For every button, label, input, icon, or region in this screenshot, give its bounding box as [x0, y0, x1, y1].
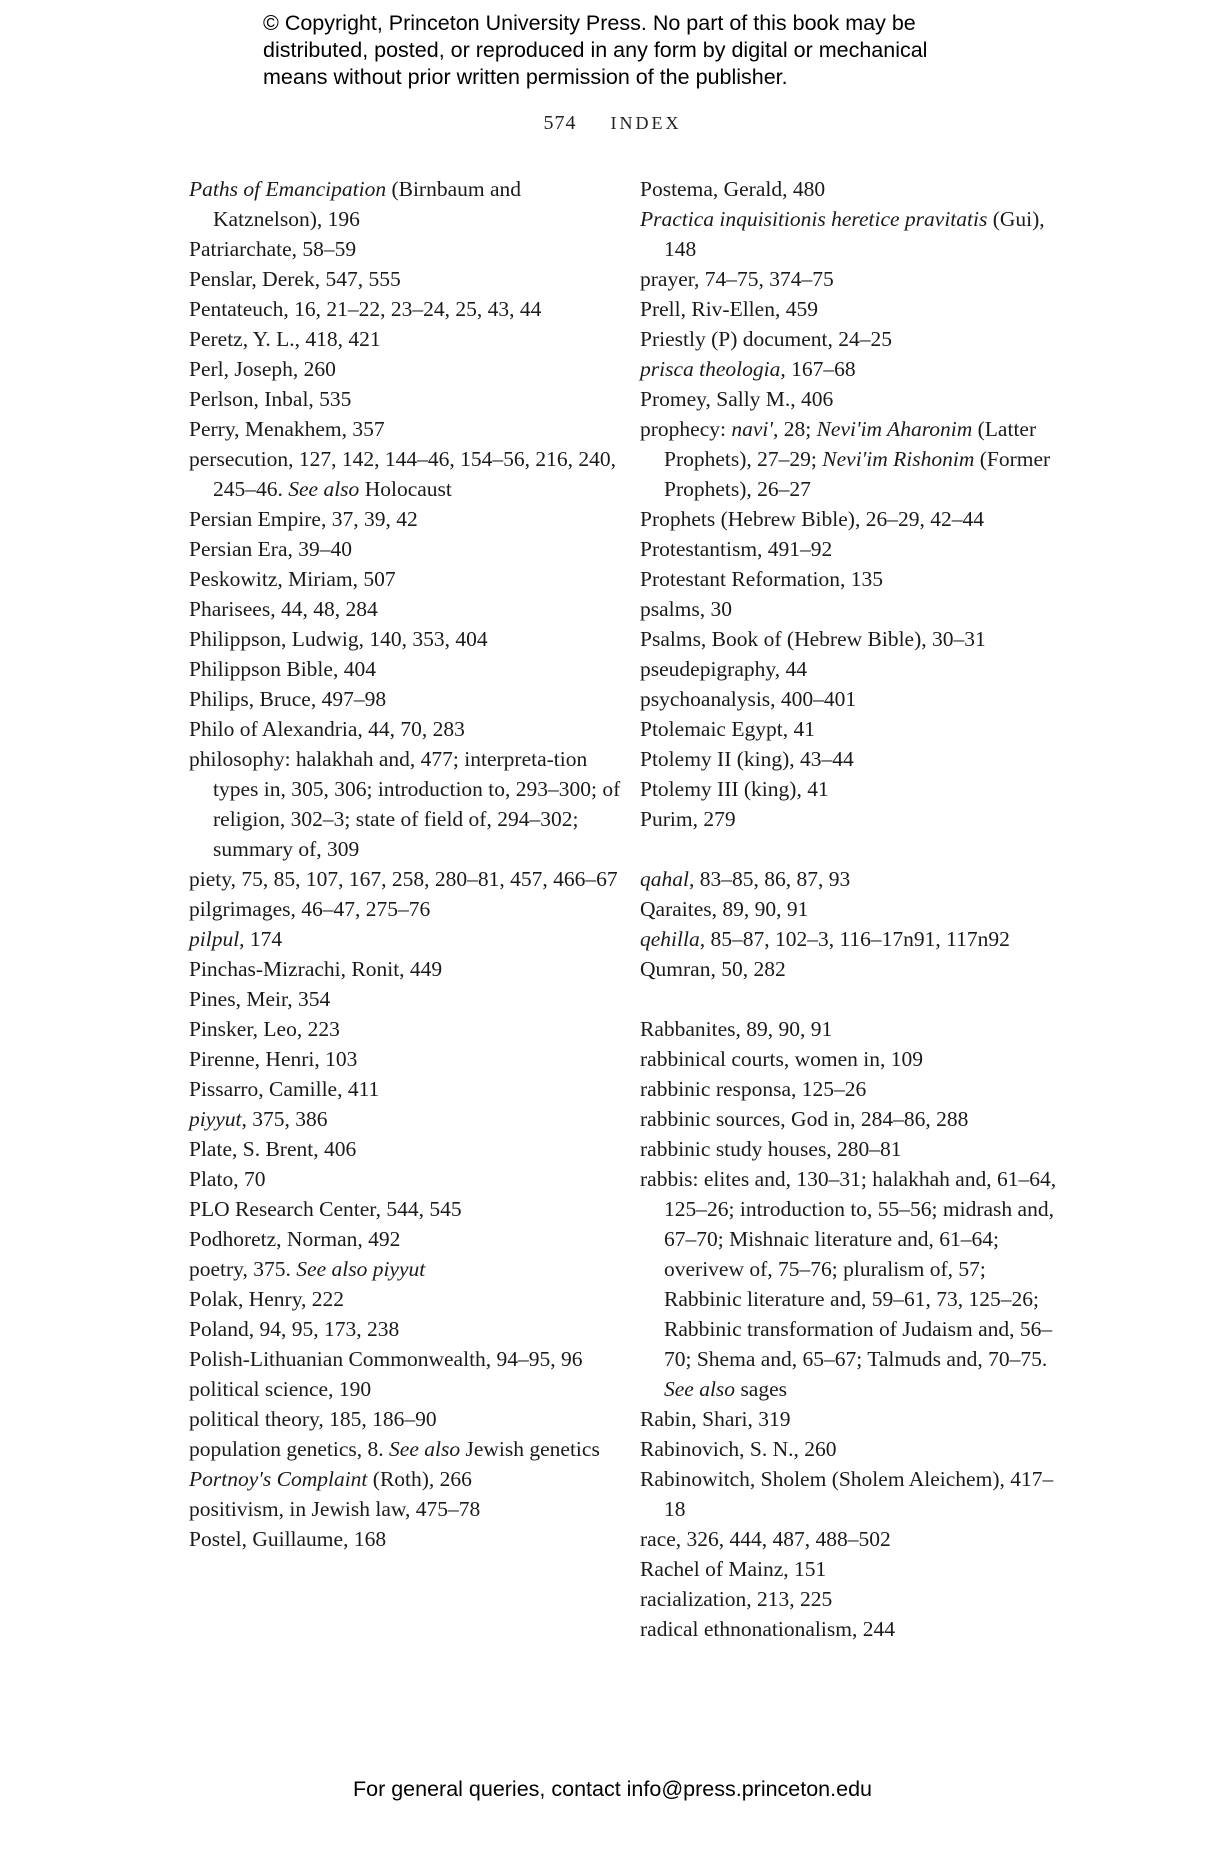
index-entry-text: rabbinical courts, women in, 109	[640, 1047, 924, 1071]
index-entry	[189, 1164, 629, 1194]
index-entry	[189, 234, 629, 264]
copyright-line: distributed, posted, or reproduced in any form by digital or mechanical	[263, 38, 928, 62]
index-entry	[189, 354, 629, 384]
letter-group-gap	[640, 834, 1060, 864]
index-entry-text: 375, 386	[246, 1107, 328, 1131]
index-entry	[640, 624, 1060, 654]
index-entry	[640, 1044, 1060, 1074]
index-entry-text: Prophets (Hebrew Bible), 26–29, 42–44	[640, 507, 984, 531]
index-entry-text: Pinsker, Leo, 223	[189, 1017, 340, 1041]
index-entry-text: Rachel of Mainz, 151	[640, 1557, 827, 1581]
index-entry	[189, 1434, 629, 1464]
index-entry	[189, 654, 629, 684]
index-entry-text: Rabin, Shari, 319	[640, 1407, 791, 1431]
index-entry-text: psychoanalysis, 400–401	[640, 687, 857, 711]
index-entry-text: Practica inquisitionis heretice pravitatis	[640, 207, 988, 231]
index-entry-text: sages	[735, 1377, 788, 1401]
index-entry-text: Plate, S. Brent, 406	[189, 1137, 357, 1161]
index-entry	[189, 174, 629, 234]
index-entry-text: prisca theologia,	[640, 357, 786, 381]
index-entry	[640, 384, 1060, 414]
index-entry	[640, 924, 1060, 954]
index-entry	[189, 714, 629, 744]
index-entry-text: Rabinowitch, Sholem (Sholem Aleichem), 417–18	[640, 1467, 1054, 1521]
page-number: 574	[543, 112, 577, 134]
index-entry-text: Ptolemy III (king), 41	[640, 777, 829, 801]
index-entry-text: Persian Empire, 37, 39, 42	[189, 507, 418, 531]
index-entry-text: See also piyyut	[296, 1257, 426, 1281]
index-entry-text: poetry, 375.	[189, 1257, 297, 1281]
index-entry-text: (Roth), 266	[367, 1467, 472, 1491]
index-entry	[189, 1374, 629, 1404]
index-entry-text: Perry, Menakhem, 357	[189, 417, 385, 441]
index-entry-text: Podhoretz, Norman, 492	[189, 1227, 401, 1251]
index-column-left	[189, 174, 629, 1554]
index-entry	[640, 414, 1060, 504]
index-entry-text: race, 326, 444, 487, 488–502	[640, 1527, 891, 1551]
index-entry	[189, 684, 629, 714]
index-entry-text: pilpul,	[189, 927, 245, 951]
index-entry	[640, 264, 1060, 294]
index-entry-text: pilgrimages, 46–47, 275–76	[189, 897, 431, 921]
copyright-line: © Copyright, Princeton University Press. No part of this book may be	[263, 11, 916, 35]
index-entry	[640, 1464, 1060, 1524]
index-entry-text: radical ethnonationalism, 244	[640, 1617, 895, 1641]
index-entry-text: Ptolemaic Egypt, 41	[640, 717, 815, 741]
index-entry	[640, 744, 1060, 774]
index-entry	[640, 504, 1060, 534]
index-entry-text: Nevi'im Aharonim	[816, 417, 973, 441]
index-entry-text: qahal,	[640, 867, 695, 891]
index-entry-text: political science, 190	[189, 1377, 372, 1401]
index-entry-text: Peskowitz, Miriam, 507	[189, 567, 396, 591]
index-entry	[189, 894, 629, 924]
index-entry-text: persecution, 127, 142, 144–46, 154–56, 216, 240, 245–46.	[189, 447, 616, 501]
index-entry-text: Holocaust	[359, 477, 452, 501]
index-entry	[189, 1284, 629, 1314]
index-entry-text: Postel, Guillaume, 168	[189, 1527, 387, 1551]
index-entry-text: Paths of Emancipation	[189, 177, 387, 201]
index-entry-text: navi',	[731, 417, 779, 441]
index-entry-text: Qumran, 50, 282	[640, 957, 786, 981]
index-entry	[640, 1104, 1060, 1134]
index-entry-text: racialization, 213, 225	[640, 1587, 833, 1611]
index-entry-text: Rabbanites, 89, 90, 91	[640, 1017, 833, 1041]
index-entry-text: Qaraites, 89, 90, 91	[640, 897, 809, 921]
index-entry-text: Protestantism, 491–92	[640, 537, 833, 561]
index-entry-text: Pinchas-Mizrachi, Ronit, 449	[189, 957, 443, 981]
index-entry-text: Pissarro, Camille, 411	[189, 1077, 380, 1101]
footer-contact: For general queries, contact info@press.princeton.edu	[352, 1777, 872, 1801]
index-entry-text: Pines, Meir, 354	[189, 987, 331, 1011]
index-entry	[640, 204, 1060, 264]
index-entry-text: See also	[664, 1377, 736, 1401]
index-entry-text: Penslar, Derek, 547, 555	[189, 267, 401, 291]
index-entry-text: Psalms, Book of (Hebrew Bible), 30–31	[640, 627, 986, 651]
index-entry	[640, 684, 1060, 714]
index-entry	[640, 714, 1060, 744]
index-entry-text: Poland, 94, 95, 173, 238	[189, 1317, 400, 1341]
index-entry	[189, 984, 629, 1014]
index-entry-text: (Gui), 148	[664, 207, 1045, 261]
index-entry-text: Nevi'im Rishonim	[822, 447, 975, 471]
index-entry-text: population genetics, 8.	[189, 1437, 390, 1461]
index-entry	[640, 1524, 1060, 1554]
index-entry-text: Protestant Reformation, 135	[640, 567, 884, 591]
index-entry-text: 174	[244, 927, 283, 951]
index-entry	[640, 294, 1060, 324]
index-entry-text: Polak, Henry, 222	[189, 1287, 345, 1311]
index-entry-text: Pharisees, 44, 48, 284	[189, 597, 378, 621]
index-entry-text: Perlson, Inbal, 535	[189, 387, 352, 411]
index-entry-text: Philippson Bible, 404	[189, 657, 376, 681]
index-entry-text: (Latter Prophets), 27–29;	[664, 417, 1037, 471]
index-entry	[189, 564, 629, 594]
index-entry	[189, 1464, 629, 1494]
index-entry	[189, 444, 629, 504]
index-entry	[189, 1314, 629, 1344]
index-entry-text: Ptolemy II (king), 43–44	[640, 747, 854, 771]
index-entry-text: Philippson, Ludwig, 140, 353, 404	[189, 627, 488, 651]
copyright-line: means without prior written permission of the publisher.	[263, 65, 788, 89]
index-entry	[640, 894, 1060, 924]
index-entry-text: Persian Era, 39–40	[189, 537, 353, 561]
index-entry-text: philosophy: halakhah and, 477; interpreta-tion types in, 305, 306; introduction to, 293–300; of religion, 302–3; state of field of, 294–302; summary of, 309	[189, 747, 621, 861]
index-column-right	[640, 174, 1060, 1644]
index-entry-text: Peretz, Y. L., 418, 421	[189, 327, 381, 351]
running-head-title: INDEX	[610, 113, 682, 133]
index-entry	[189, 1494, 629, 1524]
index-entry	[189, 864, 629, 894]
index-entry-text: positivism, in Jewish law, 475–78	[189, 1497, 481, 1521]
index-entry	[640, 1554, 1060, 1584]
index-entry-text: Pirenne, Henri, 103	[189, 1047, 358, 1071]
index-entry-text: Polish-Lithuanian Commonwealth, 94–95, 96	[189, 1347, 583, 1371]
index-entry-text: prophecy:	[640, 417, 732, 441]
index-entry-text: (Birnbaum and Katznelson), 196	[213, 177, 522, 231]
index-entry	[189, 324, 629, 354]
index-entry	[189, 954, 629, 984]
index-entry	[640, 564, 1060, 594]
index-entry-text: Philips, Bruce, 497–98	[189, 687, 387, 711]
index-entry	[189, 624, 629, 654]
index-entry	[189, 1344, 629, 1374]
index-entry	[640, 774, 1060, 804]
index-entry-text: piyyut,	[189, 1107, 247, 1131]
index-entry-text: Purim, 279	[640, 807, 736, 831]
index-entry-text: rabbinic responsa, 125–26	[640, 1077, 867, 1101]
index-entry	[189, 1014, 629, 1044]
index-entry-text: piety, 75, 85, 107, 167, 258, 280–81, 457, 466–67	[189, 867, 618, 891]
index-entry-text: Perl, Joseph, 260	[189, 357, 336, 381]
index-entry	[189, 264, 629, 294]
index-entry-text: pseudepigraphy, 44	[640, 657, 807, 681]
index-entry-text: rabbinic sources, God in, 284–86, 288	[640, 1107, 969, 1131]
running-head	[0, 112, 1225, 135]
index-entry	[189, 1104, 629, 1134]
index-entry-text: Postema, Gerald, 480	[640, 177, 826, 201]
index-entry	[189, 924, 629, 954]
index-entry	[189, 504, 629, 534]
index-entry-text: Promey, Sally M., 406	[640, 387, 834, 411]
index-entry-text: Plato, 70	[189, 1167, 266, 1191]
index-entry-text: political theory, 185, 186–90	[189, 1407, 437, 1431]
index-entry	[640, 594, 1060, 624]
index-entry	[640, 324, 1060, 354]
index-entry-text: PLO Research Center, 544, 545	[189, 1197, 462, 1221]
index-entry	[640, 1614, 1060, 1644]
index-entry	[640, 1074, 1060, 1104]
index-entry	[189, 1134, 629, 1164]
index-entry-text: prayer, 74–75, 374–75	[640, 267, 834, 291]
index-entry-text: Portnoy's Complaint	[189, 1467, 368, 1491]
index-entry	[189, 1254, 629, 1284]
index-entry	[189, 1524, 629, 1554]
index-entry	[189, 384, 629, 414]
index-entry-text: 28;	[778, 417, 817, 441]
index-entry-text: Jewish genetics	[460, 1437, 600, 1461]
index-entry	[189, 1074, 629, 1104]
index-entry-text: psalms, 30	[640, 597, 732, 621]
index-entry	[189, 1194, 629, 1224]
index-entry-text: Philo of Alexandria, 44, 70, 283	[189, 717, 465, 741]
index-entry-text: rabbis: elites and, 130–31; halakhah and, 61–64, 125–26; introduction to, 55–56; midrash and, 67–70; Mishnaic literature and, 61–64; overivew of, 75–76; pluralism of, 57; Rabbinic literature and, 59–61, 73, 125–26; Rabbinic transformation of Judaism and, 56–70; Shema and, 65–67; Talmuds and, 70–75.	[640, 1167, 1057, 1371]
index-entry	[640, 654, 1060, 684]
index-entry	[640, 1584, 1060, 1614]
index-entry	[640, 354, 1060, 384]
index-entry-text: Prell, Riv-Ellen, 459	[640, 297, 818, 321]
index-entry-text: rabbinic study houses, 280–81	[640, 1137, 902, 1161]
index-entry	[640, 864, 1060, 894]
copyright-notice	[263, 10, 1023, 91]
index-entry-text: (Former Prophets), 26–27	[664, 447, 1051, 501]
index-entry-text: 83–85, 86, 87, 93	[694, 867, 851, 891]
index-entry-text: 167–68	[785, 357, 856, 381]
index-entry-text: Priestly (P) document, 24–25	[640, 327, 893, 351]
index-entry	[189, 1404, 629, 1434]
index-entry	[189, 1044, 629, 1074]
index-entry	[189, 534, 629, 564]
index-entry	[640, 1134, 1060, 1164]
index-entry	[640, 954, 1060, 984]
index-entry-text: 85–87, 102–3, 116–17n91, 117n92	[705, 927, 1010, 951]
index-entry	[189, 594, 629, 624]
index-entry	[640, 1014, 1060, 1044]
letter-group-gap	[640, 984, 1060, 1014]
index-entry-text: See also	[389, 1437, 461, 1461]
index-entry	[640, 534, 1060, 564]
index-entry	[189, 1224, 629, 1254]
index-entry	[640, 1164, 1060, 1404]
index-entry	[189, 414, 629, 444]
index-entry	[189, 744, 629, 864]
index-entry-text: qehilla,	[640, 927, 706, 951]
index-entry	[640, 1404, 1060, 1434]
index-entry-text: Pentateuch, 16, 21–22, 23–24, 25, 43, 44	[189, 297, 542, 321]
index-entry	[640, 804, 1060, 834]
index-entry-text: Rabinovich, S. N., 260	[640, 1437, 837, 1461]
index-entry	[189, 294, 629, 324]
index-entry	[640, 1434, 1060, 1464]
index-entry	[640, 174, 1060, 204]
index-entry-text: See also	[288, 477, 360, 501]
index-entry-text: Patriarchate, 58–59	[189, 237, 357, 261]
